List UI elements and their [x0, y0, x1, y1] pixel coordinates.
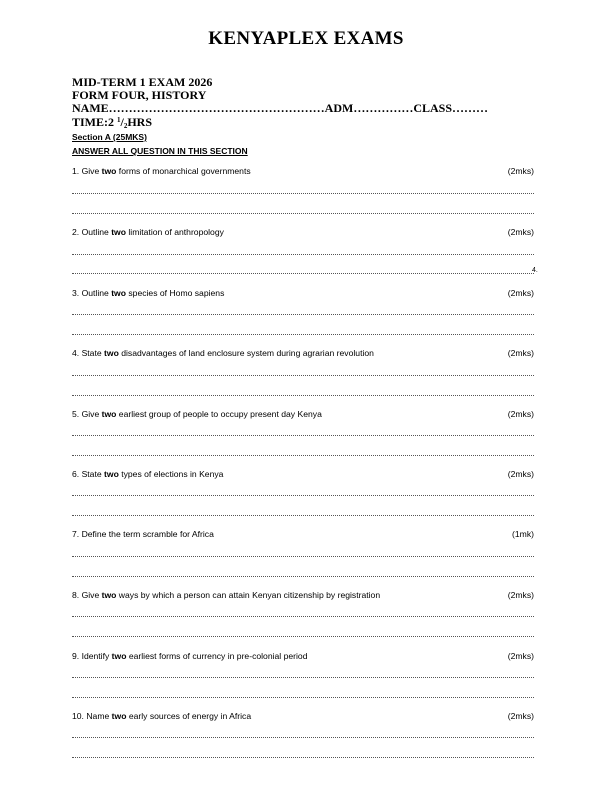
question-stem: Define the term scramble for Africa [81, 529, 214, 539]
question-number: 3. [72, 288, 80, 298]
question-item [72, 589, 534, 601]
question-number: 6. [72, 469, 80, 479]
question-tail: limitation of anthropology [125, 227, 224, 237]
question-marks: (2mks) [507, 288, 534, 298]
question-tail: earliest group of people to occupy present day Kenya [116, 409, 322, 419]
question-text [72, 528, 214, 540]
time-numerator: 1 [117, 116, 121, 124]
question-stem: Name [86, 711, 112, 721]
question-item [72, 528, 534, 540]
question-marks: (2mks) [507, 166, 534, 176]
question-emphasis: two [111, 651, 127, 661]
answer-line[interactable] [72, 515, 534, 516]
question-item [72, 468, 534, 480]
answer-line[interactable] [72, 193, 534, 194]
time-slash: / [120, 115, 124, 129]
question-stem: State [81, 348, 105, 358]
section-label: Section A (25MKS) [72, 132, 147, 142]
form-subject: FORM FOUR, HISTORY [72, 88, 207, 102]
answer-line[interactable] [72, 757, 534, 758]
question-item [72, 226, 534, 238]
instruction: ANSWER ALL QUESTION IN THIS SECTION [72, 146, 248, 156]
question-item [72, 287, 534, 299]
answer-line[interactable] [72, 334, 534, 335]
question-item [72, 408, 534, 420]
question-item [72, 710, 534, 722]
question-text [72, 710, 251, 722]
question-emphasis: two [111, 288, 126, 298]
page-title: KENYAPLEX EXAMS [208, 28, 404, 49]
question-text [72, 408, 322, 420]
question-text [72, 165, 251, 177]
answer-line[interactable] [72, 314, 534, 315]
question-emphasis: two [111, 711, 127, 721]
question-marks: (2mks) [507, 651, 534, 661]
question-text [72, 468, 223, 480]
question-number: 9. [72, 651, 80, 661]
time-denominator: 2 [123, 122, 128, 130]
question-stem: Give [81, 409, 102, 419]
time-prefix: TIME:2 [72, 115, 117, 129]
answer-line[interactable] [72, 697, 534, 698]
question-marks: (2mks) [507, 348, 534, 358]
question-emphasis: two [104, 469, 119, 479]
question-text [72, 287, 224, 299]
answer-line[interactable] [72, 254, 534, 255]
answer-line[interactable] [72, 556, 534, 557]
question-tail: ways by which a person can attain Kenyan citizenship by registration [116, 590, 381, 600]
question-number: 7. [72, 529, 80, 539]
answer-line[interactable] [72, 677, 534, 678]
question-text [72, 650, 308, 662]
question-stem: State [81, 469, 105, 479]
question-number: 2. [72, 227, 80, 237]
question-tail: types of elections in Kenya [118, 469, 224, 479]
question-tail: earliest forms of currency in pre-colonial period [126, 651, 308, 661]
answer-line[interactable] [72, 576, 534, 577]
question-item [72, 165, 534, 177]
question-text [72, 347, 374, 359]
question-number: 4. [72, 348, 80, 358]
answer-line[interactable] [72, 616, 534, 617]
question-marks: (2mks) [507, 711, 534, 721]
question-number: 10. [72, 711, 84, 721]
answer-line[interactable] [72, 495, 534, 496]
question-emphasis: two [101, 590, 117, 600]
question-emphasis: two [101, 409, 117, 419]
answer-line[interactable] [72, 375, 534, 376]
question-marks: (2mks) [507, 227, 534, 237]
question-item [72, 650, 534, 662]
question-number: 5. [72, 409, 80, 419]
question-tail: species of Homo sapiens [125, 288, 225, 298]
question-marks: (1mk) [512, 529, 534, 539]
question-stem: Give [81, 166, 102, 176]
answer-line[interactable] [72, 435, 534, 436]
question-emphasis: two [111, 227, 126, 237]
question-stem: Outline [81, 288, 112, 298]
question-marks: (2mks) [507, 469, 534, 479]
answer-line[interactable] [72, 455, 534, 456]
time-suffix: HRS [127, 115, 153, 129]
answer-line[interactable] [72, 636, 534, 637]
question-item [72, 347, 534, 359]
question-marks: (2mks) [507, 409, 534, 419]
question-text [72, 226, 224, 238]
question-tail: early sources of energy in Africa [126, 711, 252, 721]
question-emphasis: two [104, 348, 119, 358]
question-marks: (2mks) [507, 590, 534, 600]
question-stem: Outline [81, 227, 112, 237]
question-number: 1. [72, 166, 80, 176]
stray-mark: 4. [532, 267, 538, 274]
answer-line[interactable] [72, 395, 534, 396]
question-stem: Identify [81, 651, 112, 661]
exam-name: MID-TERM 1 EXAM 2026 [72, 75, 213, 89]
exam-time [72, 116, 152, 128]
question-stem: Give [81, 590, 102, 600]
question-tail: disadvantages of land enclosure system during agrarian revolution [118, 348, 374, 358]
answer-line[interactable] [72, 273, 534, 274]
question-tail: forms of monarchical governments [116, 166, 251, 176]
question-text [72, 589, 380, 601]
candidate-details-line: NAME………………………………………………ADM……………CLASS……… [72, 101, 489, 115]
question-number: 8. [72, 590, 80, 600]
answer-line[interactable] [72, 737, 534, 738]
answer-line[interactable] [72, 213, 534, 214]
question-emphasis: two [101, 166, 117, 176]
